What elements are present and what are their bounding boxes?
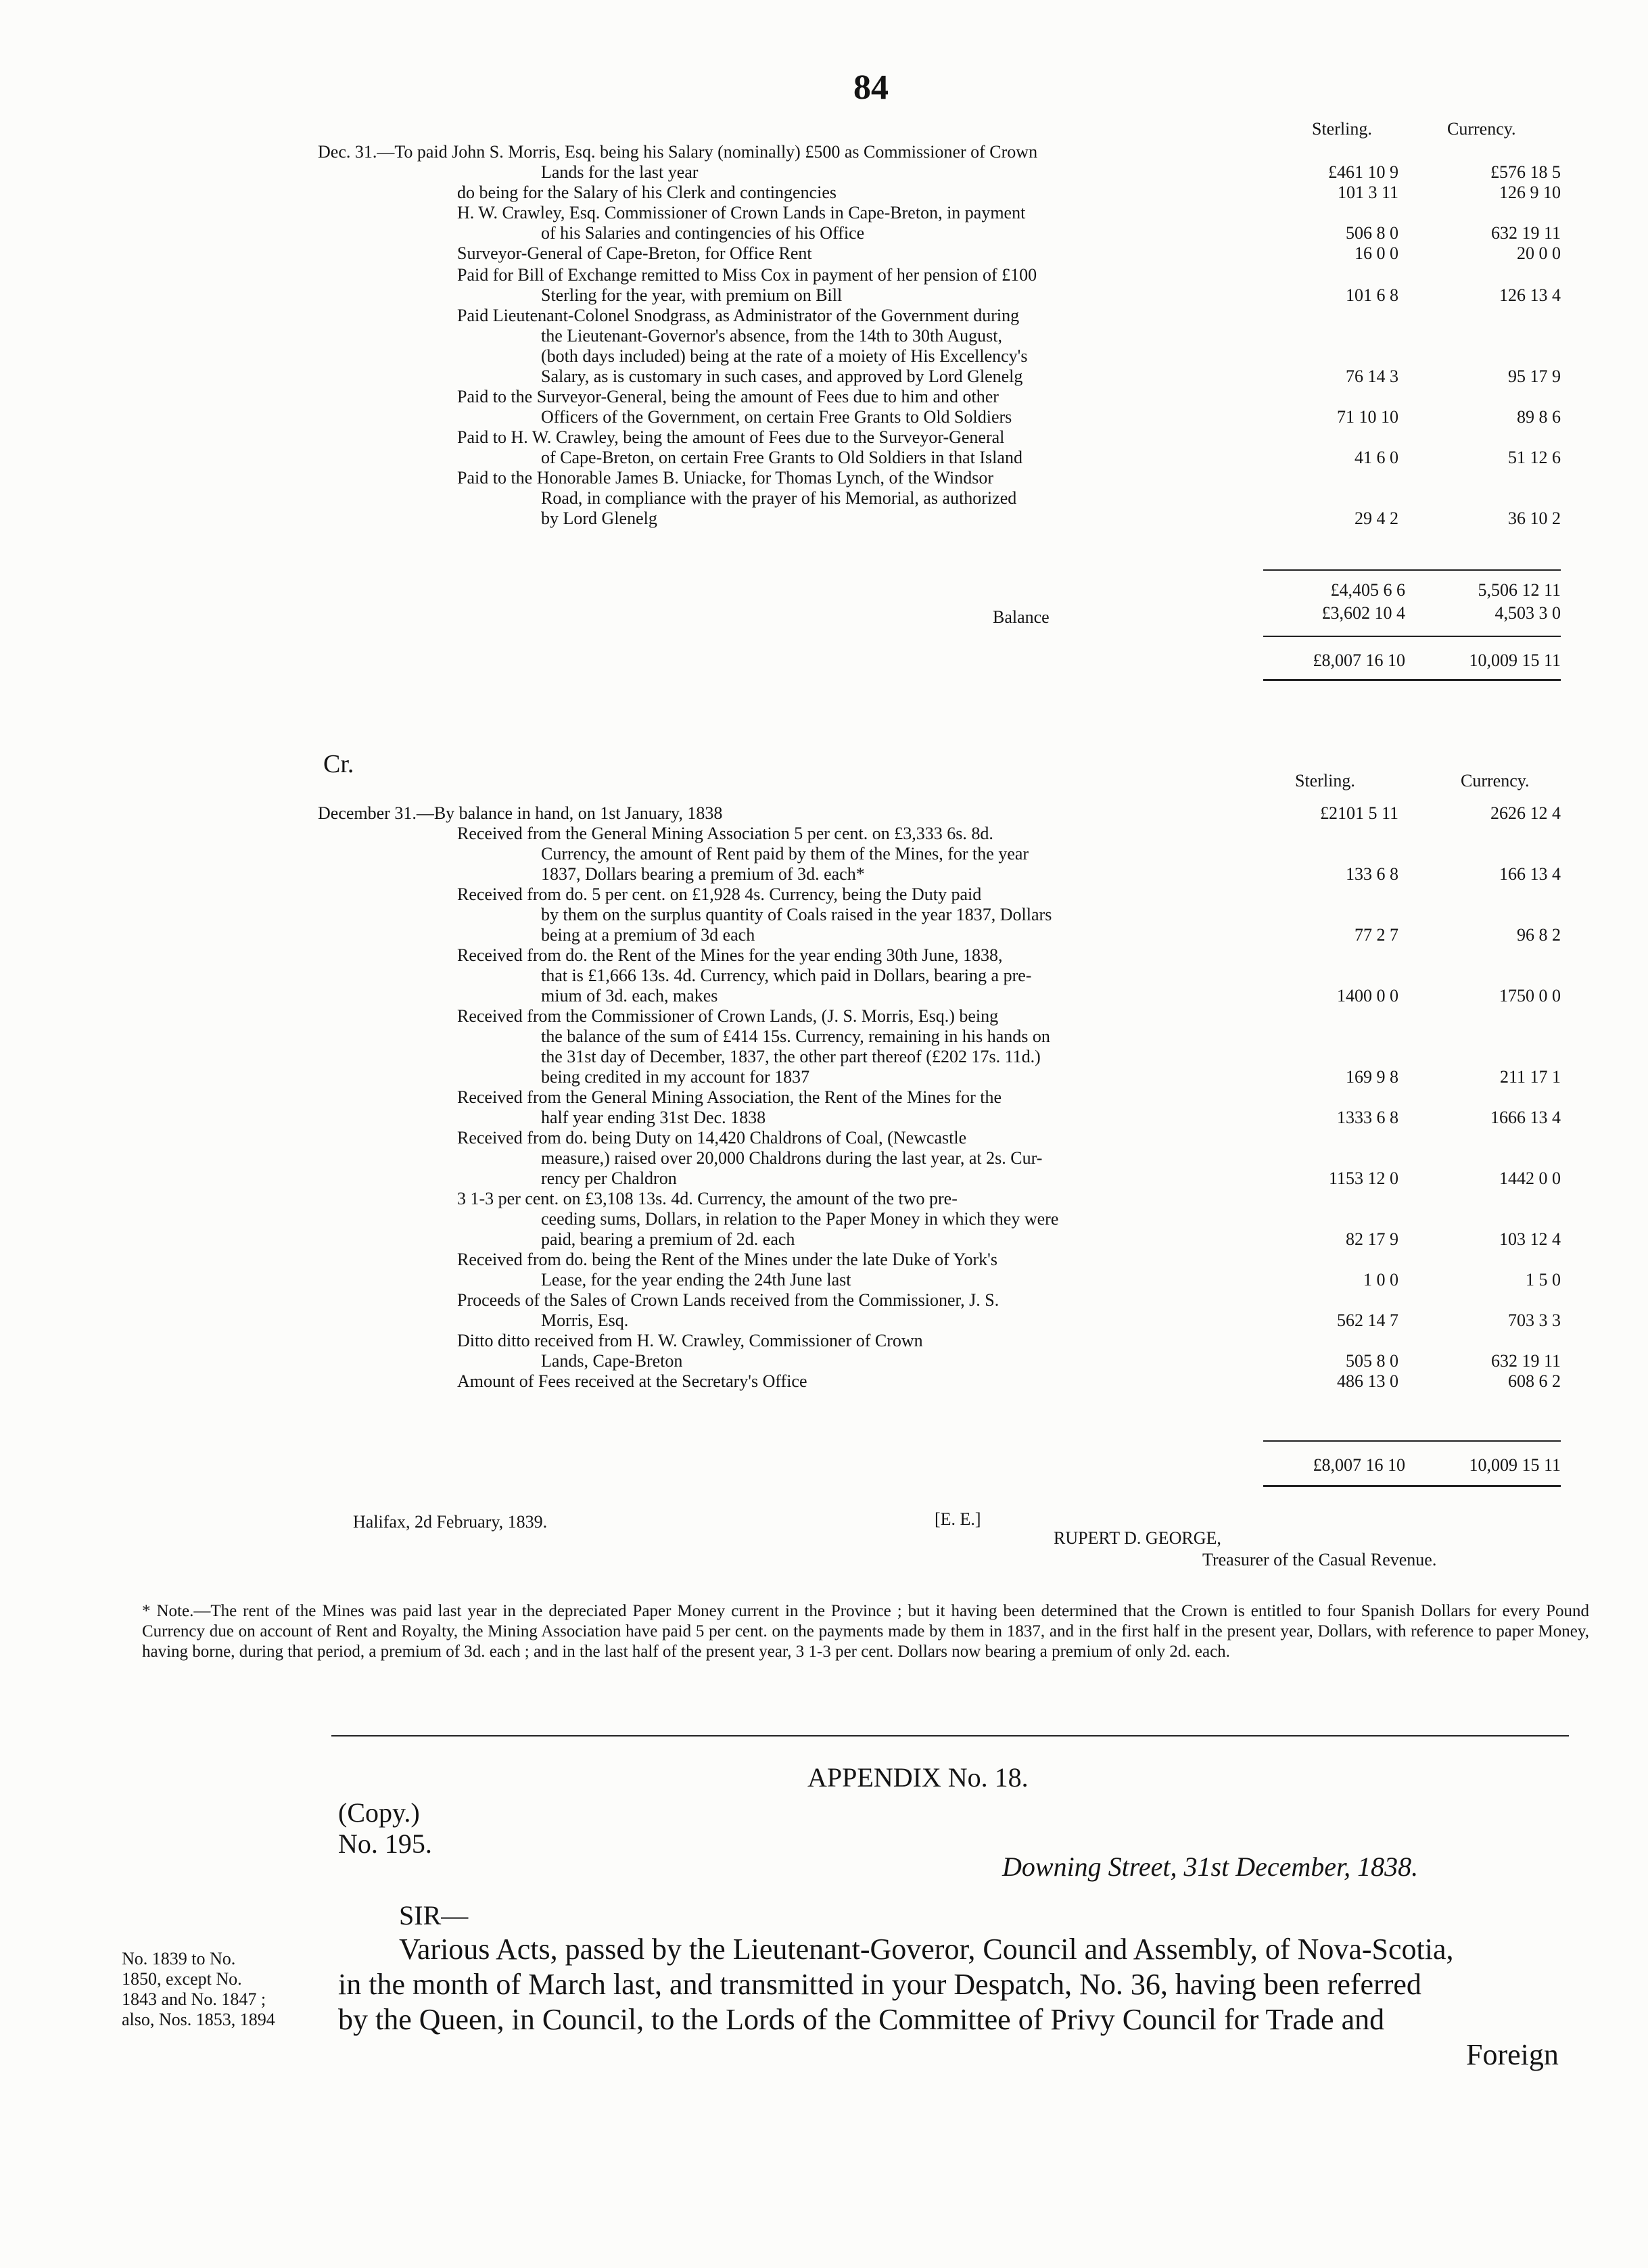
credit-entry-text: Received from the General Mining Association, the Rent of the Mines for the — [457, 1087, 1002, 1107]
debit-entry-text: by Lord Glenelg — [541, 509, 657, 528]
debit-entry-sterling: 506 8 0 — [1346, 223, 1398, 243]
despatch-date-line — [1002, 1851, 1418, 1883]
debit-entry-text: Paid for Bill of Exchange remitted to Miss Cox in payment of her pension of £100 — [457, 265, 1037, 285]
credit-entry-sterling: 486 13 0 — [1337, 1371, 1398, 1391]
debit-subtotal-currency: 5,506 12 11 — [1478, 580, 1561, 600]
credit-entry-sterling: 1400 0 0 — [1337, 986, 1398, 1006]
debit-entry-currency: 20 0 0 — [1517, 243, 1561, 263]
credit-entry-text: Ditto ditto received from H. W. Crawley, Commissioner of Crown — [457, 1331, 923, 1350]
salutation: SIR— — [399, 1900, 469, 1931]
debit-entry-currency: 51 12 6 — [1508, 448, 1561, 467]
letter-body-line: Foreign — [1466, 2038, 1559, 2071]
credit-entry-text: being at a premium of 3d each — [541, 925, 755, 945]
place-date: Halifax, 2d February, 1839. — [353, 1512, 548, 1532]
debit-entry-text: Salary, as is customary in such cases, and approved by Lord Glenelg — [541, 367, 1023, 386]
debit-total-sterling: £8,007 16 10 — [1313, 651, 1405, 670]
credit-col-sterling: Sterling. — [1295, 771, 1355, 790]
credit-entry-text: being credited in my account for 1837 — [541, 1067, 810, 1087]
debit-col-currency: Currency. — [1447, 119, 1516, 139]
debit-entry-sterling: 41 6 0 — [1355, 448, 1398, 467]
credit-entry-text: measure,) raised over 20,000 Chaldrons during the last year, at 2s. Cur- — [541, 1148, 1043, 1168]
footnote: * Note.—The rent of the Mines was paid last year in the depreciated Paper Money current in the Province ; but it having been determined that the Crown is entitled to four Spanish Dollars for every Pound Currency due on account of Rent and Royalty, the Mining Association have paid 5 per cent. on the payments made by them in 1837, and in the first half in the present year, Dollars, with reference to paper Money, having borne, during that period, a premium of 3d. each ; and in the last half of the present year, 3 1-3 per cent. Dollars now bearing a premium of only 2d. each. — [142, 1602, 1589, 1661]
credit-entry-text: Received from the Commissioner of Crown Lands, (J. S. Morris, Esq.) being — [457, 1006, 999, 1026]
credit-entry-text: rency per Chaldron — [541, 1168, 677, 1188]
credit-entry-sterling: 77 2 7 — [1355, 925, 1398, 945]
credit-entry-sterling: 1 0 0 — [1363, 1270, 1398, 1290]
credit-total-currency: 10,009 15 11 — [1469, 1455, 1561, 1475]
debit-total-rule-top — [1263, 636, 1561, 637]
credit-total-rule-bottom — [1263, 1485, 1561, 1487]
credit-entry-text: Received from do. the Rent of the Mines for the year ending 30th June, 1838, — [457, 945, 1003, 965]
despatch-date: 31st December, 1838. — [1177, 1851, 1419, 1882]
debit-entry-sterling: 29 4 2 — [1355, 509, 1398, 528]
debit-entry-sterling: 101 6 8 — [1346, 285, 1398, 305]
letter-body-line: Various Acts, passed by the Lieutenant-Goveror, Council and Assembly, of Nova-Scotia, — [399, 1933, 1454, 1966]
debit-entry-text: H. W. Crawley, Esq. Commissioner of Crown Lands in Cape-Breton, in payment — [457, 203, 1026, 222]
credit-col-currency: Currency. — [1461, 771, 1530, 790]
signer-name: RUPERT D. GEORGE, — [1054, 1528, 1221, 1548]
letter-body-line: by the Queen, in Council, to the Lords of the Committee of Privy Council for Trade and — [338, 2003, 1385, 2036]
margin-note-line: also, Nos. 1853, 1894 — [122, 2010, 275, 2029]
appendix-number: No. 195. — [338, 1828, 432, 1859]
debit-entry-currency: £576 18 5 — [1490, 162, 1561, 182]
page-number: 84 — [853, 68, 889, 107]
margin-note — [122, 1949, 275, 2030]
debit-subtotal-sterling: £4,405 6 6 — [1330, 580, 1405, 600]
credit-entry-text: Proceeds of the Sales of Crown Lands received from the Commissioner, J. S. — [457, 1290, 999, 1310]
debit-balance-sterling: £3,602 10 4 — [1321, 603, 1405, 623]
debit-entry-text: Officers of the Government, on certain Free Grants to Old Soldiers — [541, 407, 1012, 427]
credit-entry-sterling: 1333 6 8 — [1337, 1108, 1398, 1127]
signer-title: Treasurer of the Casual Revenue. — [1202, 1550, 1437, 1569]
appendix-title: APPENDIX No. 18. — [807, 1762, 1029, 1793]
credit-entry-sterling: 1153 12 0 — [1328, 1168, 1398, 1188]
debit-entry-text: do being for the Salary of his Clerk and contingencies — [457, 183, 837, 202]
credit-entry-currency: 103 12 4 — [1499, 1229, 1561, 1249]
debit-entry-text: Road, in compliance with the prayer of his Memorial, as authorized — [541, 488, 1017, 508]
credit-entry-text: that is £1,666 13s. 4d. Currency, which paid in Dollars, bearing a pre- — [541, 966, 1032, 985]
credit-entry-text: by them on the surplus quantity of Coals raised in the year 1837, Dollars — [541, 905, 1052, 924]
debit-total-currency: 10,009 15 11 — [1469, 651, 1561, 670]
debit-col-sterling: Sterling. — [1312, 119, 1372, 139]
credit-entry-currency: 632 19 11 — [1490, 1351, 1561, 1371]
credit-entry-text: half year ending 31st Dec. 1838 — [541, 1108, 766, 1127]
credit-total-rule-top — [1263, 1440, 1561, 1442]
credit-heading: Cr. — [323, 750, 354, 778]
debit-entry-currency: 126 13 4 — [1499, 285, 1561, 305]
despatch-place: Downing Street, — [1002, 1851, 1177, 1882]
margin-note-line: No. 1839 to No. — [122, 1949, 236, 1968]
debit-balance-label: Balance — [993, 607, 1050, 627]
debit-entry-currency: 95 17 9 — [1508, 367, 1561, 386]
credit-entry-text: 3 1-3 per cent. on £3,108 13s. 4d. Currency, the amount of the two pre- — [457, 1189, 958, 1208]
credit-entry-text: ceeding sums, Dollars, in relation to the Paper Money in which they were — [541, 1209, 1059, 1229]
credit-entry-text: December 31.—By balance in hand, on 1st January, 1838 — [318, 803, 723, 823]
debit-entry-text: of his Salaries and contingencies of his Office — [541, 223, 865, 243]
debit-entry-currency: 632 19 11 — [1490, 223, 1561, 243]
credit-total-sterling: £8,007 16 10 — [1313, 1455, 1405, 1475]
credit-entry-sterling: 133 6 8 — [1346, 864, 1398, 884]
credit-entry-text: the balance of the sum of £414 15s. Currency, remaining in his hands on — [541, 1026, 1050, 1046]
credit-entry-currency: 1750 0 0 — [1499, 986, 1561, 1006]
credit-entry-currency: 1666 13 4 — [1490, 1108, 1561, 1127]
appendix-copy-label: (Copy.) — [338, 1797, 420, 1828]
credit-entry-text: Lease, for the year ending the 24th June last — [541, 1270, 851, 1290]
debit-entry-currency: 126 9 10 — [1499, 183, 1561, 202]
debit-entry-text: Paid Lieutenant-Colonel Snodgrass, as Administrator of the Government during — [457, 306, 1020, 325]
credit-entry-text: Received from do. being the Rent of the Mines under the late Duke of York's — [457, 1250, 997, 1269]
credit-entry-sterling: 169 9 8 — [1346, 1067, 1398, 1087]
debit-entry-text: the Lieutenant-Governor's absence, from the 14th to 30th August, — [541, 326, 1002, 346]
credit-entry-text: Received from the General Mining Association 5 per cent. on £3,333 6s. 8d. — [457, 824, 993, 843]
credit-entry-text: Morris, Esq. — [541, 1310, 629, 1330]
credit-entry-currency: 608 6 2 — [1508, 1371, 1561, 1391]
debit-entry-text: Dec. 31.—To paid John S. Morris, Esq. being his Salary (nominally) £500 as Commissioner of Crown — [318, 142, 1038, 162]
debit-entry-sterling: 101 3 11 — [1337, 183, 1398, 202]
margin-note-line: 1843 and No. 1847 ; — [122, 1989, 266, 2009]
debit-entry-sterling: 71 10 10 — [1337, 407, 1398, 427]
debit-entry-currency: 36 10 2 — [1508, 509, 1561, 528]
credit-entry-sterling: 562 14 7 — [1337, 1310, 1398, 1330]
credit-entry-sterling: 505 8 0 — [1346, 1351, 1398, 1371]
debit-entry-text: Sterling for the year, with premium on Bill — [541, 285, 843, 305]
debit-entry-text: Paid to the Honorable James B. Uniacke, for Thomas Lynch, of the Windsor — [457, 468, 993, 488]
debit-entry-text: Lands for the last year — [541, 162, 699, 182]
debit-entry-sterling: 76 14 3 — [1346, 367, 1398, 386]
credit-entry-text: Lands, Cape-Breton — [541, 1351, 683, 1371]
debit-total-rule-bottom — [1263, 679, 1561, 681]
credit-entry-currency: 96 8 2 — [1517, 925, 1561, 945]
credit-entry-currency: 2626 12 4 — [1490, 803, 1561, 823]
debit-entry-text: Paid to H. W. Crawley, being the amount of Fees due to the Surveyor-General — [457, 427, 1005, 447]
credit-entry-currency: 211 17 1 — [1499, 1067, 1561, 1087]
credit-entry-sterling: £2101 5 11 — [1319, 803, 1398, 823]
credit-entry-sterling: 82 17 9 — [1346, 1229, 1398, 1249]
credit-entry-currency: 1 5 0 — [1526, 1270, 1561, 1290]
credit-entry-text: paid, bearing a premium of 2d. each — [541, 1229, 795, 1249]
credit-entry-currency: 703 3 3 — [1508, 1310, 1561, 1330]
debit-entry-currency: 89 8 6 — [1517, 407, 1561, 427]
debit-entry-sterling: £461 10 9 — [1328, 162, 1398, 182]
credit-entry-text: 1837, Dollars bearing a premium of 3d. each* — [541, 864, 865, 884]
letter-body-line: in the month of March last, and transmitted in your Despatch, No. 36, having been referred — [338, 1968, 1421, 2001]
credit-entry-text: Currency, the amount of Rent paid by them of the Mines, for the year — [541, 844, 1029, 864]
debit-subtotal-rule — [1263, 569, 1561, 571]
appendix-divider — [331, 1735, 1569, 1737]
debit-balance-currency: 4,503 3 0 — [1494, 603, 1561, 623]
initials: [E. E.] — [935, 1509, 981, 1529]
credit-entry-text: Received from do. 5 per cent. on £1,928 4s. Currency, being the Duty paid — [457, 884, 982, 904]
debit-entry-text: Surveyor-General of Cape-Breton, for Office Rent — [457, 243, 812, 263]
debit-entry-sterling: 16 0 0 — [1355, 243, 1398, 263]
debit-entry-text: Paid to the Surveyor-General, being the amount of Fees due to him and other — [457, 387, 999, 406]
debit-entry-text: of Cape-Breton, on certain Free Grants to Old Soldiers in that Island — [541, 448, 1022, 467]
debit-entry-text: (both days included) being at the rate of a moiety of His Excellency's — [541, 346, 1028, 366]
credit-entry-text: mium of 3d. each, makes — [541, 986, 718, 1006]
credit-entry-text: the 31st day of December, 1837, the other part thereof (£202 17s. 11d.) — [541, 1047, 1041, 1066]
credit-entry-text: Amount of Fees received at the Secretary's Office — [457, 1371, 807, 1391]
credit-entry-currency: 166 13 4 — [1499, 864, 1561, 884]
margin-note-line: 1850, except No. — [122, 1969, 242, 1989]
credit-entry-currency: 1442 0 0 — [1499, 1168, 1561, 1188]
credit-entry-text: Received from do. being Duty on 14,420 Chaldrons of Coal, (Newcastle — [457, 1128, 967, 1148]
